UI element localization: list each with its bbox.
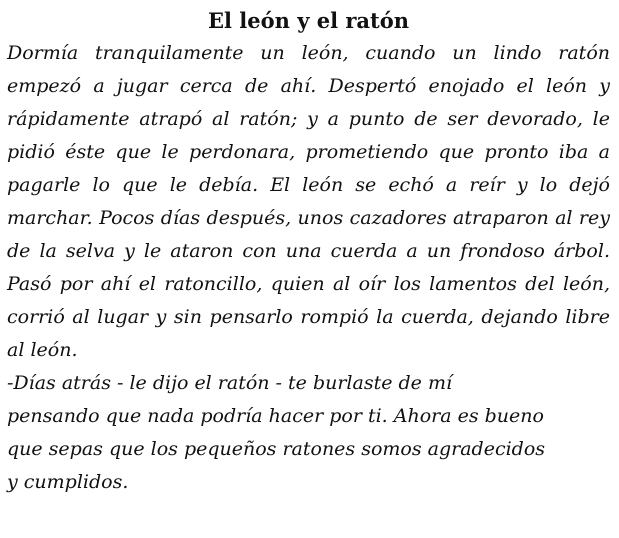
- story-title: El león y el ratón: [207, 8, 410, 33]
- dialogue-line-1: -Días atrás - le dijo el ratón - te burlaste de mí: [7, 372, 453, 394]
- dialogue-line-2: pensando que nada podría hacer por ti. Ahora es bueno: [7, 405, 544, 427]
- dialogue-line-3: que sepas que los pequeños ratones somos agradecidos: [7, 438, 546, 460]
- dialogue-line-4: y cumplidos.: [7, 471, 129, 493]
- story-paragraph: Dormía tranquilamente un león, cuando un lindo ratón empezó a jugar cerca de ahí. Despertó enojado el león y rápidamente atrapó al ratón; y a punto de ser devorado, le pidió éste que le perdonara, prometiendo que pronto iba a pagarle lo que le debía. El león se echó a reír y lo dejó marchar. Pocos días después, unos cazadores atraparon al rey de la selva y le ataron con una cuerda a un frondoso árbol. Pasó por ahí el ratoncillo, quien al oír los lamentos del león, corrió al lugar y sin pensarlo rompió la cuerda, dejando libre al león.: [7, 42, 610, 361]
